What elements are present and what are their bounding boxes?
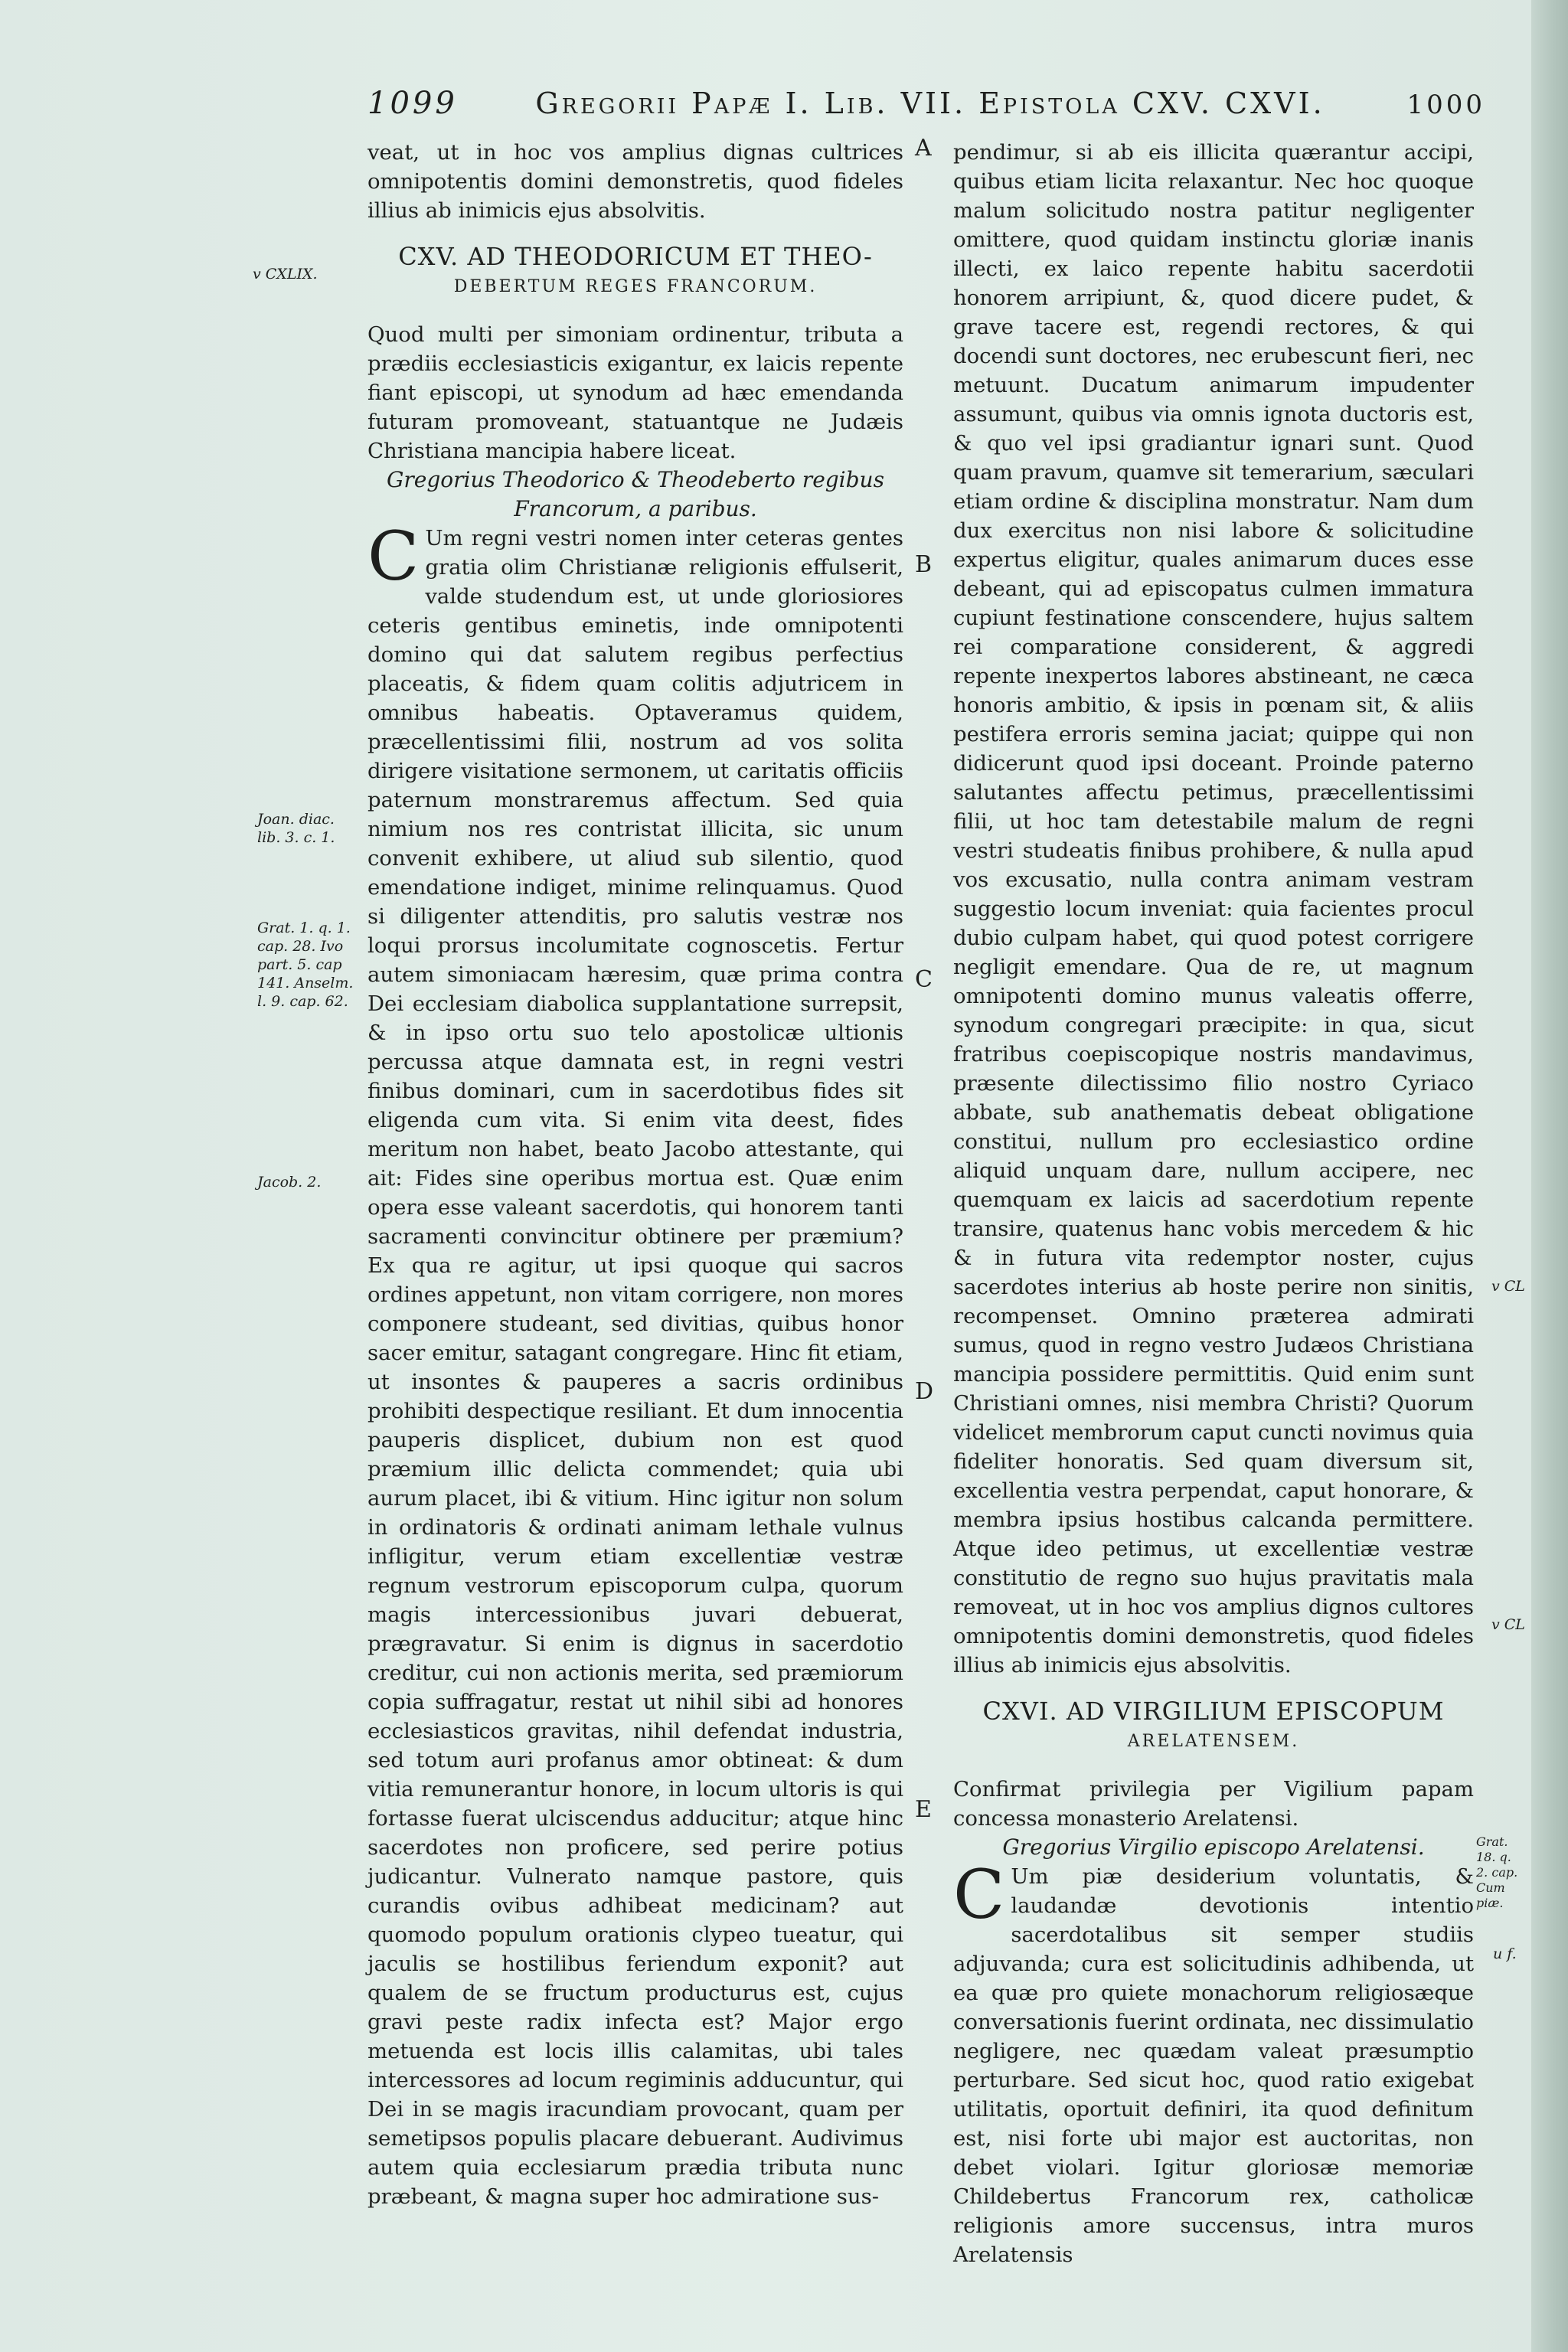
left-column <box>368 138 903 2211</box>
margin-note-grat: Grat. 1. q. 1. cap. 28. Ivo part. 5. cap 141. Anselm. l. 9. cap. 62. <box>257 920 354 1010</box>
left-page-number: 1099 <box>368 86 458 121</box>
epistle-115-heading: CXV. AD THEODORICUM ET THEO- <box>398 242 873 271</box>
epistle-115-summary: Quod multi per simoniam ordinentur, tributa a prædiis ecclesiasticis exigantur, ex laicis repente fiant episcopi, ut synodum ad hæc emendanda futuram promoveant, statuantque ne Judæis Christiana mancipia habere liceat. <box>368 322 903 463</box>
epistle-116-body: Um piæ desiderium voluntatis, & laudandæ devotionis intentio sacerdotalibus sit semper studiis adjuvanda; cura est solicitudinis adhibenda, ut ea quæ pro quiete monachorum religiosæque conversationis fuerint ordinata, nec dissimulatio negligere, nec quædam valeat præsumptio perturbare. Sed sicut hoc, quod ratio exigebat utilitatis, oportuit definiri, ita quod definitum est, nisi forte ubi major est auctoritas, non debet violari. Igitur gloriosæ memoriæ Childebertus Francorum rex, catholicæ religionis amore succensus, intra muros Arelatensis <box>953 1864 1474 2267</box>
epistle-115-address: Gregorius Theodorico & Theodeberto regibus Francorum, a paribus. <box>387 467 884 521</box>
running-header <box>368 86 1485 132</box>
epistle-116-heading: CXVI. AD VIRGILIUM EPISCOPUM <box>982 1697 1445 1726</box>
continuation-text: pendimur, si ab eis illicita quærantur accipi, quibus etiam licita relaxantur. Nec hoc quoque malum solicitudo nostra patitur negligenter omittere, quod quidam instinctu gloriæ inanis illecti, ex laico repente habitu sacerdotii honorem arripiunt, &, quod dicere pudet, & grave tacere est, regendi rectores, & qui docendi sunt doctores, nec erubescunt fieri, nec metuunt. Ducatum animarum impudenter assumunt, quibus via omnis ignota ductoris est, & quo vel ipsi gradiantur ignari sunt. Quod quam pravum, quamve sit temerarium, sæculari etiam ordine & disciplina monstratur. Nam dum dux exercitus non nisi labore & solicitudine expertus eligitur, quales animarum duces esse debeant, qui ad episcopatus culmen immatura cupiunt festinatione conscendere, hujus saltem rei comparatione considerent, & aggredi repente inexpertos labores abstineant, ne cæca honoris ambitio, & ipsis in pœnam sit, & aliis pestifera erroris semina jaciat; quippe qui non didicerunt quod ipsi doceant. Proinde paterno salutantes affectu petimus, præcellentissimi filii, ut hoc tam detestabile malum de regni vestri studeatis finibus prohibere, & nulla apud vos excusatio, nulla contra animam vestram suggestio locum inveniat: quia facientes procul dubio culpam habet, qui quod potest corrigere negligit emendare. Qua de re, ut magnum omnipotenti domino munus valeatis offerre, synodum congregari præcipite: in qua, sicut fratribus coepiscopique nostris mandavimus, præsente dilectissimo filio nostro Cyriaco abbate, sub anathematis debeat obligatione constitui, nullum pro ecclesiastico ordine aliquid unquam dare, nullum accipere, nec quemquam ex laicis ad sacerdotium repente transire, quatenus hanc vobis mercedem & hic & in futura vita redemptor noster, cujus sacerdotes interius ab hoste perire non sinitis, recompenset. Omnino præterea admirati sumus, quod in regno vestro Judæos Christiana mancipia possidere permittitis. Quid enim sunt Christiani omnes, nisi membra Christi? Quorum videlicet membrorum caput cuncti novimus quia fideliter honoratis. Sed quam diversum sit, excellentia vestra perpendat, caput honorare, & membra ipsius hostibus calcanda permittere. Atque ideo petimus, ut excellentiæ vestræ constitutio de regno suo hujus pravitatis mala removeat, ut in hoc vos amplius dignos cultores omnipotentis domini demonstretis, quod fideles illius ab inimicis ejus absolvitis. <box>953 140 1474 1677</box>
epistle-116-body-paragraph <box>953 1855 1474 2269</box>
epistle-116-summary: Confirmat privilegia per Vigilium papam concessa monasterio Arelatensi. <box>953 1777 1474 1831</box>
running-title: Gregorii Papæ I. Lib. VII. Epistola CXV. CXVI. <box>535 87 1325 120</box>
dropcap: C <box>368 517 420 596</box>
margin-note-joan-diac: Joan. diac. lib. 3. c. 1. <box>257 811 335 846</box>
epistle-115-heading-sub: DEBERTUM REGES FRANCORUM. <box>453 277 818 296</box>
margin-note-cl-1: v CL <box>1491 1278 1525 1295</box>
section-letter-c: C <box>915 966 933 993</box>
margin-note-cl-2: v CL <box>1491 1616 1525 1633</box>
epistle-116-heading-sub: ARELATENSEM. <box>1127 1732 1300 1751</box>
right-column <box>953 138 1474 2269</box>
section-letter-a: A <box>915 135 932 162</box>
margin-note-cxlix: v CXLIX. <box>253 266 318 283</box>
opening-text: veat, ut in hoc vos amplius dignas cultrices omnipotentis domini demonstretis, quod fideles illius ab inimicis ejus absolvitis. <box>368 140 903 223</box>
dropcap: C <box>953 1855 1005 1934</box>
section-letter-d: D <box>915 1378 934 1405</box>
page-gutter-edge <box>1531 0 1568 2352</box>
margin-note-f: u f. <box>1493 1945 1517 1962</box>
epistle-115-body-paragraph <box>368 517 903 2211</box>
section-letter-b: B <box>915 551 933 578</box>
epistle-115-body: Um regni vestri nomen inter ceteras gentes gratia olim Christianæ religionis effulserit, valde studendum est, ut unde gloriosiores ceteris gentibus eminetis, inde omnipotenti domino qui dat salutem regibus perfectius placeatis, & fidem quam colitis adjutricem in omnibus habeatis. Optaveramus quidem, præcellentissimi filii, nostrum ad vos solita dirigere visitatione sermonem, ut caritatis officiis paternum monstraremus affectum. Sed quia nimium nos res contristat illicita, sic unum convenit exhibere, ut aliud sub silentio, quod emendatione indiget, minime relinquamus. Quod si diligenter attenditis, pro salutis vestræ nos loqui prorsus incolumitate cognoscetis. Fertur autem simoniacam hæresim, quæ prima contra Dei ecclesiam diabolica supplantatione surrepsit, & in ipso ortu suo telo apostolicæ ultionis percussa atque damnata est, in regni vestri finibus dominari, cum in sacerdotibus fides sit eligenda cum vita. Si enim vita deest, fides meritum non habet, beato Jacobo attestante, qui ait: Fides sine operibus mortua est. Quæ enim opera esse valeant sacerdotis, qui honorem tanti sacramenti convincitur obtinere per præmium? Ex qua re agitur, ut ipsi quoque qui sacros ordines appetunt, non vitam corrigere, non mores componere studeant, sed divitias, quibus honor sacer emitur, satagant congregare. Hinc fit etiam, ut insontes & pauperes a sacris ordinibus prohibiti despectique resiliant. Et dum innocentia pauperis displicet, dubium non est quod præmium illic delicta commendet; quia ubi aurum placet, ibi & vitium. Hinc igitur non solum in ordinatoris & ordinati animam lethale vulnus infligitur, verum etiam excellentiæ vestræ regnum vestrorum episcoporum culpa, quorum magis intercessionibus juvari debuerat, prægravatur. Si enim is dignus in sacerdotio creditur, cui non actionis merita, sed præmiorum copia suffragatur, restat ut nihil sibi ad honores ecclesiasticos gravitas, nihil defendat industria, sed totum auri profanus amor obtineat: & dum vitia remunerantur honore, in locum ultoris is qui fortasse fuerat ulciscendus adducitur; atque hinc sacerdotes non proficere, sed perire potius judicantur. Vulnerato namque pastore, quis curandis ovibus adhibeat medicinam? aut quomodo populum orationis clypeo tueatur, qui jaculis se hostilibus feriendum exponit? aut qualem de se fructum producturus est, cujus gravi peste radix infecta est? Major ergo metuenda est locis illis calamitas, ubi tales intercessores ad locum regiminis adducuntur, qui Dei in se magis iracundiam provocant, quam per semetipsos populis placare debuerant. Audivimus autem quia ecclesiarum prædia tributa nunc præbeant, & magna super hoc admiratione sus- <box>368 526 903 2209</box>
margin-note-grat-right: Grat. 18. q. 2. cap. Cum piæ. <box>1476 1834 1518 1910</box>
epistle-116-address: Gregorius Virgilio episcopo Arelatensi. <box>1002 1834 1425 1860</box>
margin-note-jacob: Jacob. 2. <box>257 1174 322 1191</box>
section-letter-e: E <box>915 1796 932 1823</box>
right-page-number: 1000 <box>1406 90 1485 120</box>
